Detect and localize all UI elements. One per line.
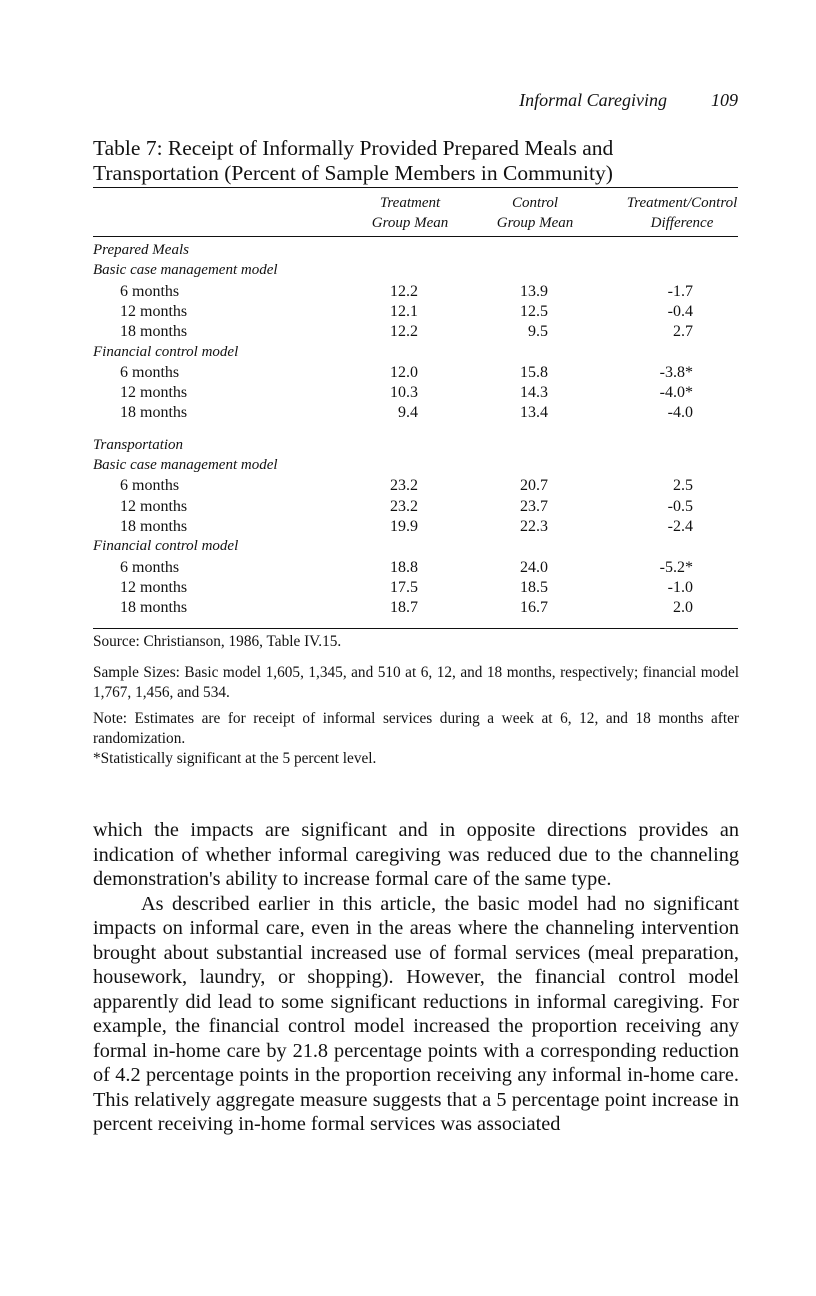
table-cell: 2.5 xyxy=(673,477,693,495)
table-row xyxy=(93,498,738,518)
table-cell: 12.0 xyxy=(390,363,418,381)
running-header xyxy=(519,90,738,111)
row-label: 12 months xyxy=(120,302,188,320)
table-cell: 12.2 xyxy=(390,282,418,300)
group-heading-row xyxy=(93,344,738,364)
body-text xyxy=(93,818,739,1137)
table-row xyxy=(93,364,738,384)
table-note: Note: Estimates are for receipt of informal services during a week at 6, 12, and 18 months after randomization. xyxy=(93,710,739,747)
table-row xyxy=(93,559,738,579)
table-cell: 17.5 xyxy=(390,578,418,596)
column-header-treatment xyxy=(355,193,465,233)
page-number: 109 xyxy=(711,90,738,110)
column-header-line1: Treatment/Control xyxy=(626,195,738,211)
table-cell: 23.2 xyxy=(390,497,418,515)
table-cell: 16.7 xyxy=(520,599,548,617)
table-row xyxy=(93,579,738,599)
running-title: Informal Caregiving xyxy=(519,90,667,110)
section-heading-row xyxy=(93,437,738,457)
row-label: Prepared Meals xyxy=(93,242,189,258)
table-row xyxy=(93,477,738,497)
table-cell: 12.1 xyxy=(390,302,418,320)
row-label: 18 months xyxy=(120,404,188,422)
row-label: 6 months xyxy=(120,558,180,576)
table-row xyxy=(93,323,738,343)
table-cell: 18.7 xyxy=(390,599,418,617)
row-label: 18 months xyxy=(120,323,188,341)
table-cell: 12.5 xyxy=(520,302,548,320)
table-cell: 2.0 xyxy=(673,599,693,617)
table-cell: 23.7 xyxy=(520,497,548,515)
table-cell: 18.8 xyxy=(390,558,418,576)
group-heading-row xyxy=(93,457,738,477)
table-top-rule xyxy=(93,187,738,188)
paragraph: As described earlier in this article, the basic model had no significant impacts on informal care, even in the areas where the channeling intervention brought about substantial increased use of formal services (meal preparation, housework, laundry, or shopping). However, the financial control model apparently did lead to some significant reductions in informal caregiving. For example, the financial control model increased the proportion receiving any formal in-home care by 21.8 percentage points with a corresponding reduction of 4.2 percentage points in the proportion receiving any informal in-home care. This relatively aggregate measure suggests that a 5 percentage point increase in percent receiving in-home formal services was associated xyxy=(93,892,739,1135)
table-cell: 19.9 xyxy=(390,517,418,535)
table-cell: -0.4 xyxy=(667,302,693,320)
table-cell: 15.8 xyxy=(520,363,548,381)
table-cell: -1.7 xyxy=(667,282,693,300)
table-header-rule xyxy=(93,236,738,237)
table-cell: 23.2 xyxy=(390,477,418,495)
table-cell: -0.5 xyxy=(667,497,693,515)
table-row xyxy=(93,384,738,404)
row-label: 6 months xyxy=(120,477,180,495)
column-header-line1: Control xyxy=(511,195,559,211)
row-label: 18 months xyxy=(120,599,188,617)
group-heading-row xyxy=(93,262,738,282)
column-header-line2: Difference xyxy=(650,215,714,231)
table-cell: 9.4 xyxy=(398,404,418,422)
row-label: 12 months xyxy=(120,384,188,402)
section-heading-row xyxy=(93,242,738,262)
table-row xyxy=(93,404,738,424)
group-heading-row xyxy=(93,538,738,558)
row-label: Financial control model xyxy=(93,538,239,555)
table-cell: 10.3 xyxy=(390,384,418,402)
table-bottom-rule xyxy=(93,628,738,629)
table-cell: 20.7 xyxy=(520,477,548,495)
table-cell: 13.9 xyxy=(520,282,548,300)
table-cell: -4.0 xyxy=(667,404,693,422)
table-cell: 9.5 xyxy=(528,323,548,341)
table-significance: *Statistically significant at the 5 percent level. xyxy=(93,750,377,767)
column-header-control xyxy=(480,193,590,233)
column-header-line2: Group Mean xyxy=(371,215,449,231)
paragraph: which the impacts are significant and in opposite directions provides an indication of whether informal caregiving was reduced due to the channeling demonstration's ability to increase formal care of the same type. xyxy=(93,819,739,890)
table-cell: 24.0 xyxy=(520,558,548,576)
row-label: 12 months xyxy=(120,578,188,596)
table-row xyxy=(93,599,738,619)
row-label: 12 months xyxy=(120,497,188,515)
table-cell: 13.4 xyxy=(520,404,548,422)
table-cell: -5.2* xyxy=(659,558,693,576)
table-row xyxy=(93,518,738,538)
table-cell: -3.8* xyxy=(659,363,693,381)
table-cell: -2.4 xyxy=(667,517,693,535)
row-label: 18 months xyxy=(120,517,188,535)
table-cell: 12.2 xyxy=(390,323,418,341)
table-sample-sizes: Sample Sizes: Basic model 1,605, 1,345, and 510 at 6, 12, and 18 months, respectively; financial model 1,767, 1,456, and 534. xyxy=(93,664,739,701)
table-row xyxy=(93,303,738,323)
row-label: Basic case management model xyxy=(93,457,278,473)
column-header-line1: Treatment xyxy=(379,195,441,211)
table-caption: Table 7: Receipt of Informally Provided Prepared Meals and Transportation (Percent of Sample Members in Community) xyxy=(93,136,614,185)
table-cell: 22.3 xyxy=(520,517,548,535)
table-cell: 14.3 xyxy=(520,384,548,402)
table-cell: 2.7 xyxy=(673,323,693,341)
column-header-difference xyxy=(602,193,762,233)
row-label: Transportation xyxy=(93,436,184,453)
table-source: Source: Christianson, 1986, Table IV.15. xyxy=(93,633,342,650)
table-cell: -1.0 xyxy=(667,578,693,596)
table-cell: 18.5 xyxy=(520,578,548,596)
row-label: Basic case management model xyxy=(93,262,278,279)
table-cell: -4.0* xyxy=(659,384,693,402)
row-label: 6 months xyxy=(120,282,180,300)
table-row xyxy=(93,283,738,303)
row-label: Financial control model xyxy=(93,343,239,360)
row-label: 6 months xyxy=(120,363,180,381)
column-header-line2: Group Mean xyxy=(496,215,574,231)
